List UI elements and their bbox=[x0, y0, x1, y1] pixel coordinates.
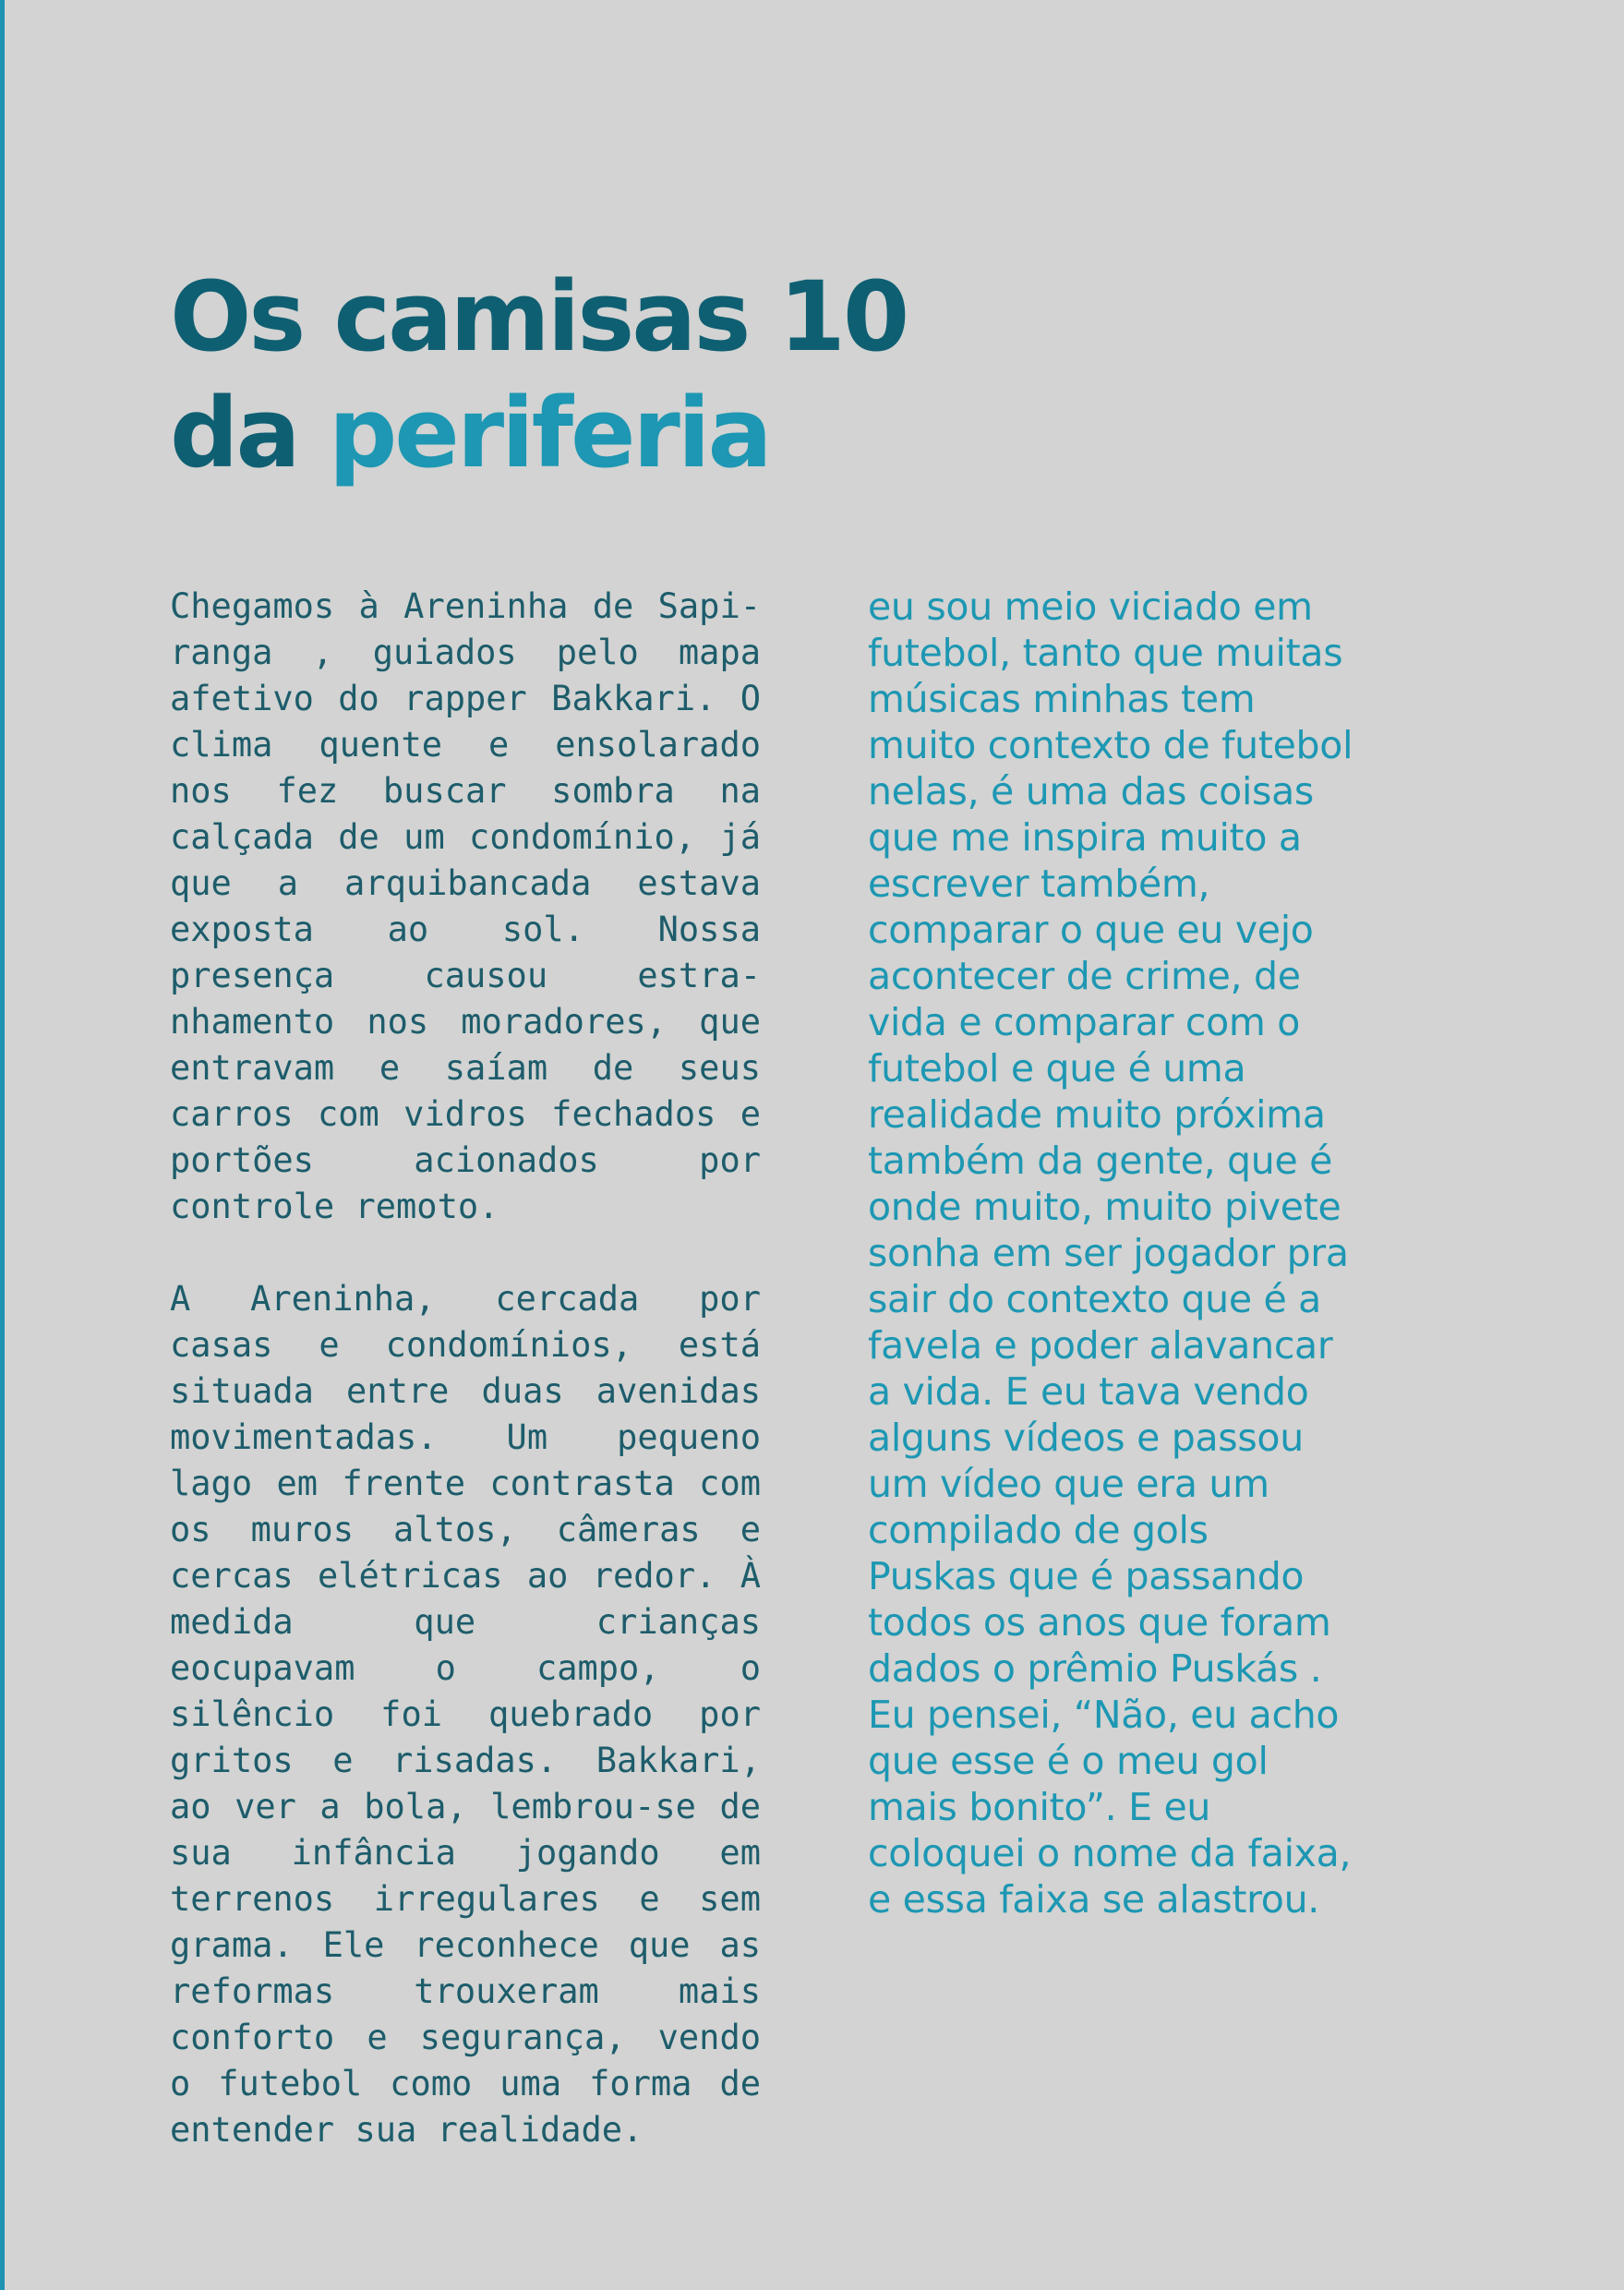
title-accent: periferia bbox=[328, 377, 770, 489]
quote-column bbox=[868, 584, 1514, 1922]
title-line-2 bbox=[170, 375, 907, 491]
title-line-1: Os camisas 10 bbox=[170, 260, 908, 373]
quote-line: a vida. E eu tava vendo bbox=[868, 1369, 1309, 1414]
quote-line: Eu pensei, “Não, eu acho bbox=[868, 1693, 1340, 1737]
quote-line: onde muito, muito pivete bbox=[868, 1185, 1341, 1229]
quote-line: compilado de gols bbox=[868, 1508, 1209, 1552]
quote-line: sonha em ser jogador pra bbox=[868, 1231, 1349, 1275]
quote-line: mais bonito”. E eu bbox=[868, 1785, 1211, 1829]
quote-line: coloquei o nome da faixa, bbox=[868, 1831, 1352, 1875]
body-paragraph-1: Chegamos à Areninha de Sapiranga , guiados pelo mapa afetivo do rapper Bakkari. O clima quente e ensolarado nos fez buscar sombra na calçada de um condomínio, já que a arquibancada estava exposta ao sol. Nossa presença causou estranhamento nos moradores, que entravam e saíam de seus carros com vidros fechados e portões acionados por controle remoto. bbox=[170, 586, 761, 1226]
quote-line: um vídeo que era um bbox=[868, 1462, 1269, 1506]
body-column bbox=[170, 584, 761, 2153]
page-title bbox=[170, 259, 907, 491]
quote-line: nelas, é uma das coisas bbox=[868, 769, 1314, 814]
quote-line: e essa faixa se alastrou. bbox=[868, 1877, 1319, 1922]
quote-line: acontecer de crime, de bbox=[868, 954, 1301, 998]
quote-line: também da gente, que é bbox=[868, 1139, 1333, 1183]
quote-line: futebol, tanto que muitas bbox=[868, 631, 1343, 675]
quote-line: futebol e que é uma bbox=[868, 1046, 1246, 1091]
quote-line: escrever também, bbox=[868, 862, 1210, 906]
quote-line: dados o prêmio Puskás . bbox=[868, 1646, 1322, 1691]
quote-line: eu sou meio viciado em bbox=[868, 585, 1313, 629]
quote-line: comparar o que eu vejo bbox=[868, 908, 1314, 952]
quote-line: todos os anos que foram bbox=[868, 1600, 1331, 1645]
edge-stripe bbox=[0, 0, 5, 2290]
title-prefix: da bbox=[170, 377, 329, 489]
quote-line: realidade muito próxima bbox=[868, 1092, 1326, 1137]
quote-line: vida e comparar com o bbox=[868, 1000, 1301, 1044]
quote-line: alguns vídeos e passou bbox=[868, 1416, 1304, 1460]
body-paragraph-2: A Areninha, cercada por casas e condomínios, está situada entre duas avenidas movimentadas. Um pequeno lago em frente contrasta com os muros altos, câmeras e cercas elétricas ao redor. À medida que crianças eocupavam o campo, o silêncio foi quebrado por gritos e risadas. Bakkari, ao ver a bola, lembrou-se de sua infância jogando em terrenos irregulares e sem grama. Ele reconhece que as reformas trouxeram mais conforto e segurança, vendo o futebol como uma forma de entender sua realidade. bbox=[170, 1279, 761, 2150]
quote-line: muito contexto de futebol bbox=[868, 723, 1353, 767]
quote-line: Puskas que é passando bbox=[868, 1554, 1305, 1598]
quote-line: que me inspira muito a bbox=[868, 815, 1302, 860]
quote-line: que esse é o meu gol bbox=[868, 1739, 1269, 1783]
quote-line: sair do contexto que é a bbox=[868, 1277, 1322, 1321]
quote-line: favela e poder alavancar bbox=[868, 1323, 1333, 1368]
quote-line: músicas minhas tem bbox=[868, 677, 1256, 721]
